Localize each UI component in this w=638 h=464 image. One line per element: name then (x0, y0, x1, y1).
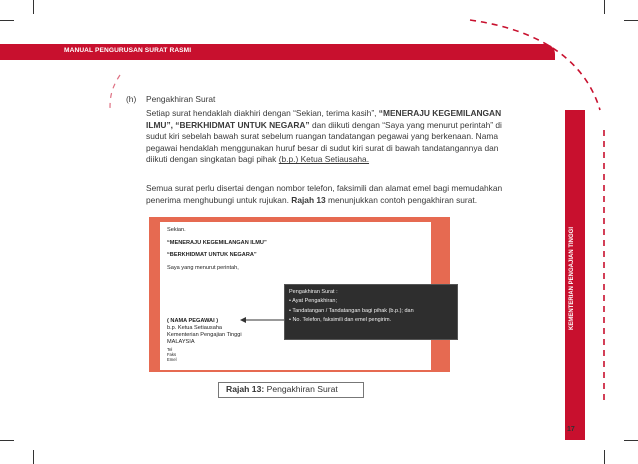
figure-closing: Saya yang menurut perintah, (167, 265, 239, 271)
para1-line-1: Setiap surat hendaklah diakhiri dengan “Sekian, terima kasih”, “MENERAJU KEGEMILANGAN (146, 108, 502, 118)
para1-line-3: sudut kiri sebelah bawah surat sebelum ruangan tandatangan pegawai yang berkenaan. Nama (146, 131, 498, 142)
callout-item: • No. Telefon, faksimili dan emel pengirim. (289, 317, 392, 323)
figure-tel: Tel (167, 347, 173, 352)
figure-caption: Rajah 13: Pengakhiran Surat (226, 384, 338, 394)
header-title: MANUAL PENGURUSAN SURAT RASMI (64, 47, 192, 54)
callout-title: Pengakhiran Surat : (289, 289, 338, 295)
page-number: 17 (567, 426, 575, 433)
section-heading: Pengakhiran Surat (146, 94, 216, 104)
para1-line-4: pegawai hendaklah menggunakan huruf besar di sudut kiri surat di bawah tandatangannya dan (146, 142, 499, 153)
figure-bp: b.p. Ketua Setiausaha (167, 325, 223, 331)
para1-line-5: diikuti dengan singkatan bagi pihak (b.p.) Ketua Setiausaha. (146, 154, 370, 165)
figure-sekian: Sekian. (167, 227, 186, 233)
para2-line-2: penerima menghubungi untuk rujukan. Rajah 13 menunjukkan contoh pengakhiran surat. (146, 194, 478, 205)
para2-line-1: Semua surat perlu disertai dengan nombor telefon, faksimili dan alamat emel bagi memudahkan (146, 183, 503, 193)
figure-motto-2: “BERKHIDMAT UNTUK NEGARA” (167, 252, 257, 258)
figure-motto-1: “MENERAJU KEGEMILANGAN ILMU” (167, 240, 267, 246)
section-marker: (h) (126, 94, 137, 104)
figure-ministry: Kementerian Pengajian Tinggi (167, 332, 242, 338)
figure-fax: Faks (167, 352, 177, 357)
figure-email: Emel (167, 357, 177, 362)
side-label: KEMENTERIAN PENGAJIAN TINGGI (569, 226, 575, 330)
figure-officer-name: ( NAMA PEGAWAI ) (167, 318, 219, 324)
callout-item: • Tandatangan / Tandatangan bagi pihak (b.p.); dan (289, 308, 414, 314)
callout-item: • Ayat Pengakhiran; (289, 298, 337, 304)
para1-line-2: ILMU”, “BERKHIDMAT UNTUK NEGARA” dan diikuti dengan “Saya yang menurut perintah” di (146, 119, 502, 130)
figure-country: MALAYSIA (167, 339, 195, 345)
